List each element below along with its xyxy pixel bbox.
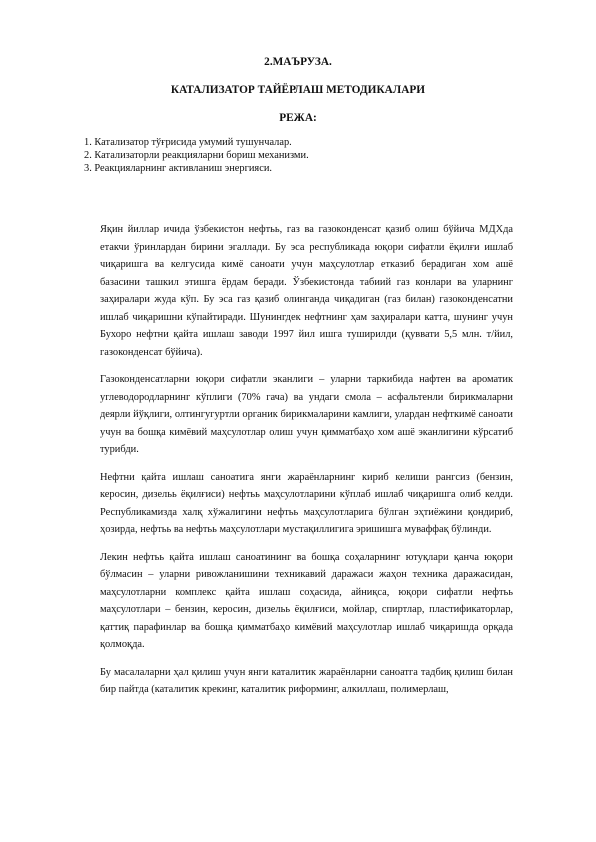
plan-item-2: 2. Катализаторли реакцияларни бориш механизми. — [84, 150, 309, 161]
lecture-number: 2.МАЪРУЗА. — [264, 56, 332, 68]
page-title: КАТАЛИЗАТОР ТАЙЁРЛАШ МЕТОДИКАЛАРИ — [170, 84, 426, 96]
paragraph-5: Бу масалаларни ҳал қилиш учун янги каталитик жараёнларни саноатга тадбиқ қилиш билан бир пайтда (каталитик крекинг, каталитик риформинг, алкиллаш, полимерлаш, — [100, 666, 513, 695]
plan-item-3: 3. Реакцияларнинг активланиш энергияси. — [84, 163, 272, 174]
plan-item-1: 1. Катализатор тўғрисида умумий тушунчалар. — [84, 137, 292, 148]
paragraph-2: Газоконденсатларни юқори сифатли эканлиги – уларни таркибида нафтен ва ароматик углеводородларнинг кўплиги (70% гача) ва ундаги смола – асфальтенли бирикмаларни деярли йўқлиги, олтингугуртли органик бирикмаларини камлиги, улардан нефткимё саноати учун ва бошқа кимёвий маҳсулотлар олиш учун қимматбаҳо хом ашё эканлигини кўрсатиб турибди. — [100, 374, 513, 455]
plan-list — [84, 136, 524, 175]
paragraph-3: Нефтни қайта ишлаш саноатига янги жараёнларнинг кириб келиши рангсиз (бензин, керосин, дизельь ёқилғиси) нефтьь маҳсулотларини кўплаб ишлаб чиқаришга олиб келди. Республикамизда халқ хўжалигини нефтьь маҳсулотларига бўлган эҳтиёжини қондириб, ҳозирда, нефтьь ва нефтьь маҳсулотлари мустақиллигига эришишга муваффақ бўлинди. — [100, 471, 513, 535]
plan-heading: РЕЖА: — [279, 112, 317, 124]
paragraph-1: Яқин йиллар ичида ўзбекистон нефтьь, газ ва газоконденсат қазиб олиш бўйича МДХда етакчи ўринлардан бирини эгаллади. Бу эса республикада юқори сифатли ёқилғи ишлаб чиқаришга ва келгусида кимё саноати учун маҳсулотлар етказиб берадиган хом ашё базасини ташкил этишга ёрдам беради. Ўзбекистонда табиий газ конлари ва уларнинг заҳиралари жуда кўп. Бу эса газ қазиб олинганда чиқадиган (газ билан) газоконденсатни ишлаб чиқаришни кўпайтиради. Шунингдек нефтнинг ҳам заҳиралари катта, шунинг учун Бухоро нефтни қайта ишлаш заводи 1997 йил ишга туширилди (қуввати 5,5 млн. т/йил, газоконденсат бўйича). — [100, 224, 513, 358]
body-text — [100, 221, 513, 709]
paragraph-4: Лекин нефтьь қайта ишлаш саноатининг ва бошқа соҳаларнинг ютуқлари қанча юқори бўлмасин – уларни ривожланишини техникавий даражаси жаҳон техника даражасидан, маҳсулотларни комплекс қайта ишлаш соҳасида, айниқса, юқори сифатли нефтьь маҳсулотлари – бензин, керосин, дизельь ёқилғиси, мойлар, спиртлар, пластификаторлар, қаттиқ парафинлар ва бошқа қимматбаҳо кимёвий маҳсулотлар ишлаб чиқаришда орқада қолмоқда. — [100, 551, 513, 650]
